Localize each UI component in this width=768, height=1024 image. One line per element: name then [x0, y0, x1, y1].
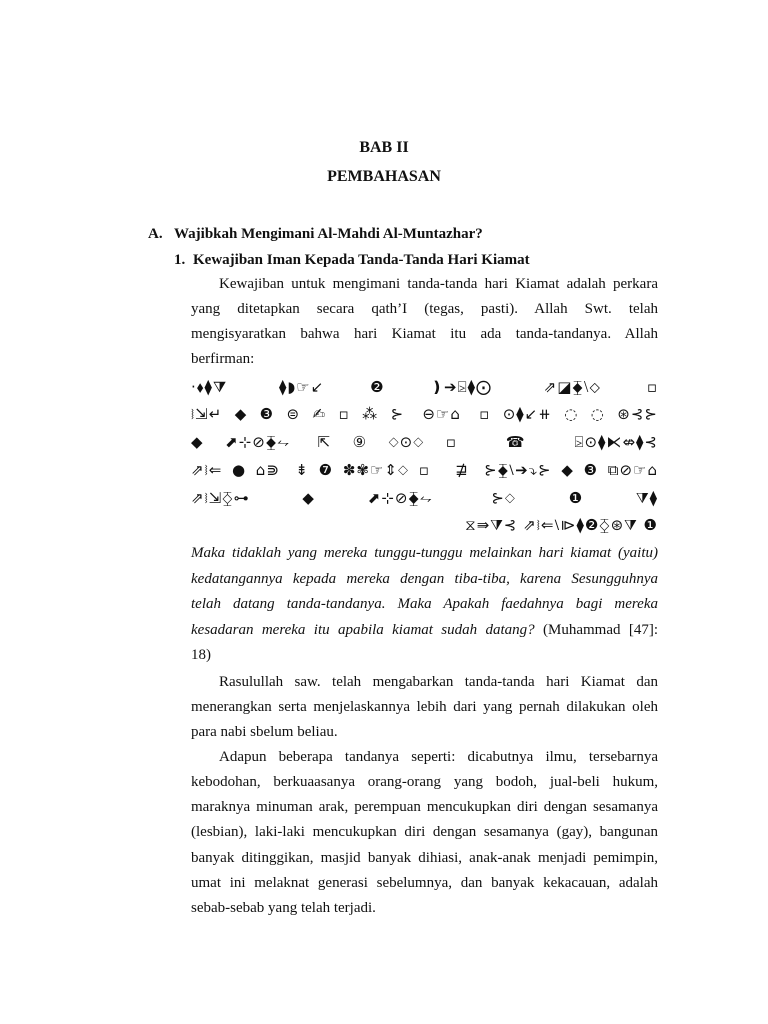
paragraph-line: Rasulullah saw. telah mengabarkan tanda-tanda hari Kiamat dan	[219, 674, 658, 690]
paragraph-line: Kewajiban untuk mengimani tanda-tanda hari Kiamat adalah perkara	[219, 276, 658, 292]
verse-glyph-line: ⧘⇲↵◆❸⊜✍▫⁂⊱ ⊖☞⌂ ▫⊙⧫↙⧺◌◌⊛⊰⊱	[191, 405, 658, 423]
translation-italic: kesadaran mereka itu apabila kiamat sudah datang?	[191, 622, 535, 638]
translation-line-last	[191, 622, 658, 639]
verse-glyph-line: ⧖⇛⧩⊰ ⇗⧘⇐⧵⧐⧫❷⧰⊛⧩ ❶	[465, 516, 658, 534]
section-a-label: A.	[148, 226, 163, 242]
paragraph-line: banyak ditinggikan, masjid banyak dihiasi, anak-anak menjadi pemimpin,	[191, 850, 658, 866]
translation-line: kedatangannya kepada mereka dengan tiba-tiba, karena Sesungguhnya	[191, 571, 658, 587]
verse-glyph-line: ⇗⧘⇲⧰⊶◆⬈⊹⊘⧱⥊ ⊱⬦❶⧩⧫	[191, 489, 658, 507]
chapter-number: BAB II	[359, 139, 409, 156]
chapter-title: PEMBAHASAN	[327, 168, 441, 185]
subsection-1-label: 1.	[174, 252, 186, 268]
paragraph-line: menerangkan serta menjelaskannya lebih dari yang pernah dilakukan oleh	[191, 699, 658, 715]
paragraph-line: maraknya minuman arak, perempuan mencukupkan diri dengan sesamanya	[191, 799, 658, 815]
paragraph-line: mengisyaratkan bahwa hari Kiamat itu ada tanda-tandanya. Allah	[191, 326, 658, 342]
subsection-1-title: Kewajiban Iman Kepada Tanda-Tanda Hari Kiamat	[193, 252, 530, 268]
section-a-title: Wajibkah Mengimani Al-Mahdi Al-Muntazhar?	[174, 226, 483, 242]
paragraph-line: (lesbian), laki-laki mencukupkan diri dengan sesamanya (gay), bangunan	[191, 824, 658, 840]
paragraph-line: para nabi sbelum beliau.	[191, 724, 338, 740]
translation-line: Maka tidaklah yang mereka tunggu-tunggu melainkan hari kiamat (yaitu)	[191, 545, 658, 561]
paragraph-line: yang ditetapkan secara qath’I (tegas, pasti). Allah Swt. telah	[191, 301, 658, 317]
verse-glyph-line: ⇗⧘⇐●⌂⋑ ⇟❼✽✾☞⇕⬦▫ ⋣ ⊱⧱⧵➔⤵⊱◆❸⧉⊘☞⌂	[191, 461, 658, 479]
translation-line: telah datang tanda-tandanya. Maka Apakah faedahnya bagi mereka	[191, 596, 658, 612]
paragraph-line: sebab-sebab yang telah terjadi.	[191, 900, 376, 916]
citation: (Muhammad [47]:	[534, 622, 659, 638]
paragraph-line: Adapun beberapa tandanya seperti: dicabutnya ilmu, tersebarnya	[219, 749, 658, 765]
citation-tail: 18)	[191, 647, 211, 663]
paragraph-line: umat ini melaknat generasi sebelumnya, dan banyak kekacauan, adalah	[191, 875, 658, 891]
verse-glyph-line: ·⬧⧫⧩ ⧫◗☞↙❷❫➔⍄⧫⨀ ⇗◪⧱⧵⬦▫	[191, 378, 658, 396]
paragraph-line: berfirman:	[191, 351, 255, 367]
paragraph-line: kebodohan, berkuaasanya orang-orang yang bodoh, jual-beli hukum,	[191, 774, 658, 790]
verse-glyph-line: ◆⬈⊹⊘⧱⥊ ⇱⑨⬦⊙⬦▫ ☎ ⍄⊙⧫⧔⇎⧫⊰	[191, 433, 658, 451]
